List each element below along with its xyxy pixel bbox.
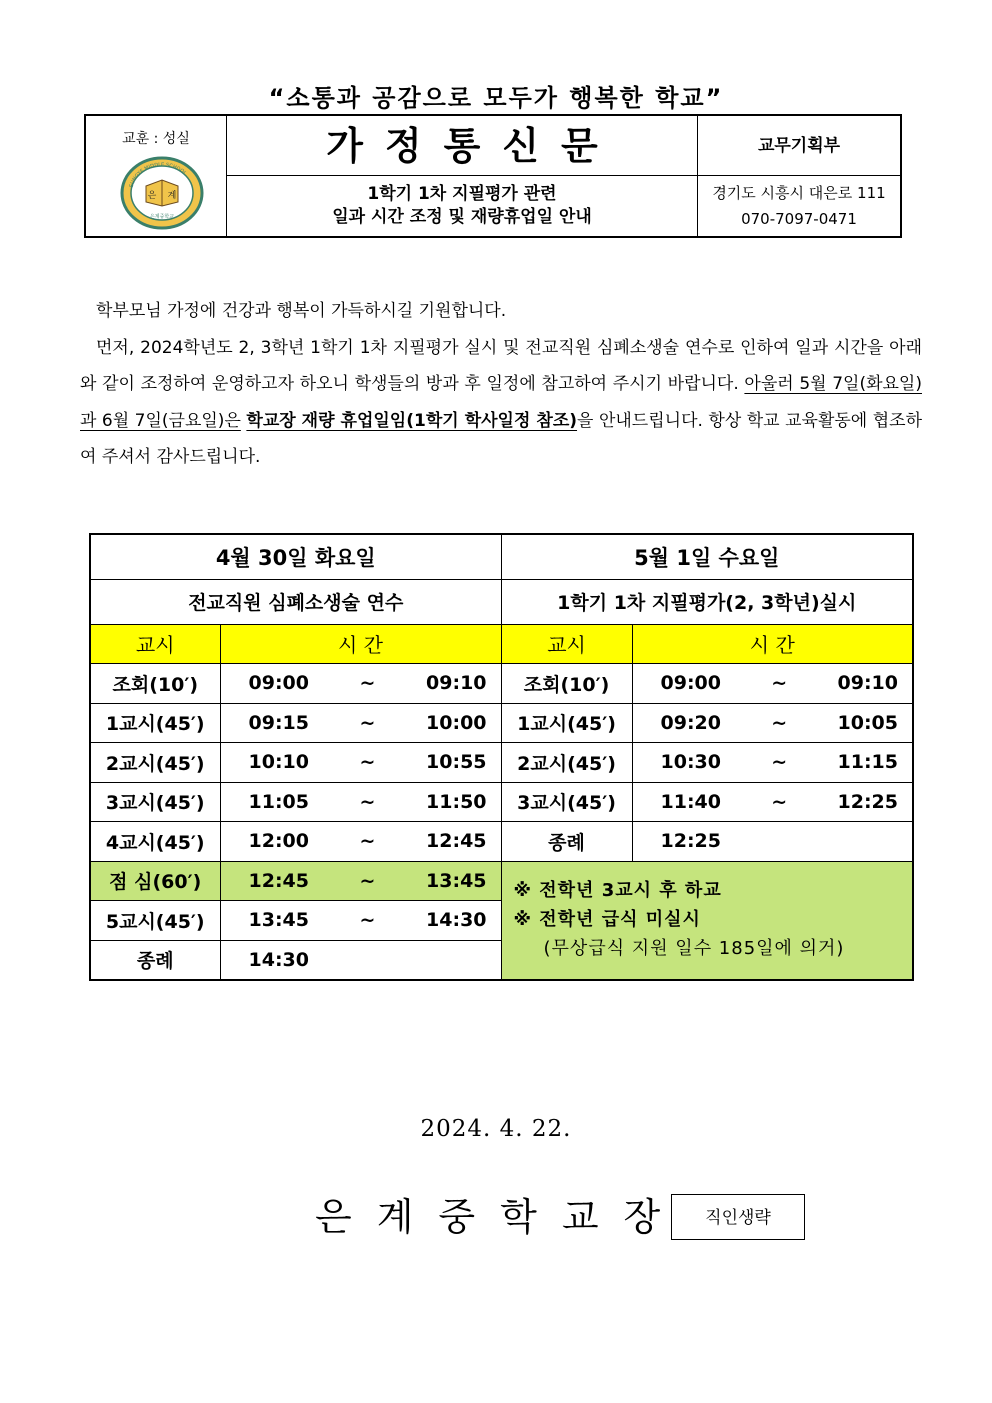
left-col-period: 교시	[90, 624, 220, 664]
closure-dates-text: 아울러 5월 7일(화요일)과 6월 7일(금요일)은	[80, 374, 922, 431]
notice-subtitle	[227, 176, 698, 236]
subtitle-line-1: 1학기 1차 지필평가 관련	[367, 184, 557, 204]
left-period: 2교시(45′)	[90, 743, 220, 783]
letter-body	[80, 293, 922, 476]
right-time: 10:30 ~ 11:15	[632, 743, 913, 783]
left-col-time: 시 간	[220, 624, 501, 664]
table-row	[90, 743, 913, 783]
right-period: 1교시(45′)	[501, 703, 632, 743]
issue-date: 2024. 4. 22.	[420, 1116, 572, 1142]
note-basis: (무상급식 지원 일수 185일에 의거)	[543, 937, 845, 959]
schedule-table	[89, 533, 914, 981]
left-period: 1교시(45′)	[90, 703, 220, 743]
left-time: 12:00 ~ 12:45	[220, 822, 501, 862]
closing-text: 을 안내드립니다. 항상 학교 교육활동에 협조하여 주셔서 감사드립니다.	[80, 410, 922, 467]
note-dismissal: ※ 전학년 3교시 후 하교	[513, 879, 722, 901]
table-row	[90, 822, 913, 862]
logo-top-text: EUNGYE MIDDLE SCHOOL	[128, 161, 188, 189]
right-time: 12:25	[632, 822, 913, 862]
main-paragraph-text: 먼저, 2024학년도 2, 3학년 1학기 1차 지필평가 실시 및 전교직원 심폐소생술 연수로 인하여 일과 시간을 아래와 같이 조정하여 운영하고자 하오니 학생들의 방과 후 일정에 참고하여 주시기 바랍니다.	[80, 337, 922, 394]
schedule-note	[501, 861, 913, 980]
main-paragraph	[80, 330, 922, 476]
greeting-paragraph: 학부모님 가정에 건강과 행복이 가득하시길 기원합니다.	[96, 301, 507, 321]
seal-omitted-box: 직인생략	[671, 1194, 805, 1240]
school-logo-icon	[120, 156, 204, 230]
left-time: 10:10 ~ 10:55	[220, 743, 501, 783]
notice-header	[84, 114, 902, 238]
header-logo-cell	[86, 116, 227, 236]
right-period: 3교시(45′)	[501, 782, 632, 822]
left-period: 5교시(45′)	[90, 901, 220, 941]
table-row	[90, 664, 913, 704]
logo-char-left: 은	[147, 191, 157, 201]
closure-notice-text: 학교장 재량 휴업일임(1학기 학사일정 참조)	[246, 410, 578, 431]
right-time: 11:40 ~ 12:25	[632, 782, 913, 822]
right-period: 종례	[501, 822, 632, 862]
left-period: 조회(10′)	[90, 664, 220, 704]
right-event: 1학기 1차 지필평가(2, 3학년)실시	[501, 579, 913, 624]
note-no-lunch: ※ 전학년 급식 미실시	[513, 908, 701, 930]
right-time: 09:20 ~ 10:05	[632, 703, 913, 743]
table-row	[90, 782, 913, 822]
principal-signature: 은계중학교장	[315, 1195, 686, 1239]
logo-bottom-text: 은계중학교	[149, 214, 175, 220]
left-event: 전교직원 심폐소생술 연수	[90, 579, 501, 624]
left-time: 09:00 ~ 09:10	[220, 664, 501, 704]
right-period: 조회(10′)	[501, 664, 632, 704]
school-phone: 070-7097-0471	[741, 210, 857, 228]
left-time: 11:05 ~ 11:50	[220, 782, 501, 822]
subtitle-line-2: 일과 시간 조정 및 재량휴업일 안내	[332, 207, 592, 227]
right-period: 2교시(45′)	[501, 743, 632, 783]
left-period: 4교시(45′)	[90, 822, 220, 862]
left-time: 09:15 ~ 10:00	[220, 703, 501, 743]
left-time: 13:45 ~ 14:30	[220, 901, 501, 941]
left-period: 점 심(60′)	[90, 861, 220, 901]
school-contact	[698, 176, 900, 236]
notice-title: 가정통신문	[227, 116, 698, 176]
table-row	[90, 861, 913, 901]
left-period: 종례	[90, 940, 220, 980]
left-time: 12:45 ~ 13:45	[220, 861, 501, 901]
left-day-heading: 4월 30일 화요일	[90, 534, 501, 579]
right-time: 09:00 ~ 09:10	[632, 664, 913, 704]
left-time: 14:30	[220, 940, 501, 980]
department-name: 교무기획부	[698, 116, 900, 176]
school-creed: 교훈 : 성실	[122, 131, 190, 147]
school-address: 경기도 시흥시 대은로 111	[712, 184, 886, 202]
school-motto-slogan: “소통과 공감으로 모두가 행복한 학교”	[268, 84, 724, 112]
logo-char-right: 계	[167, 191, 177, 201]
right-col-time: 시 간	[632, 624, 913, 664]
table-row	[90, 703, 913, 743]
left-period: 3교시(45′)	[90, 782, 220, 822]
right-day-heading: 5월 1일 수요일	[501, 534, 913, 579]
right-col-period: 교시	[501, 624, 632, 664]
